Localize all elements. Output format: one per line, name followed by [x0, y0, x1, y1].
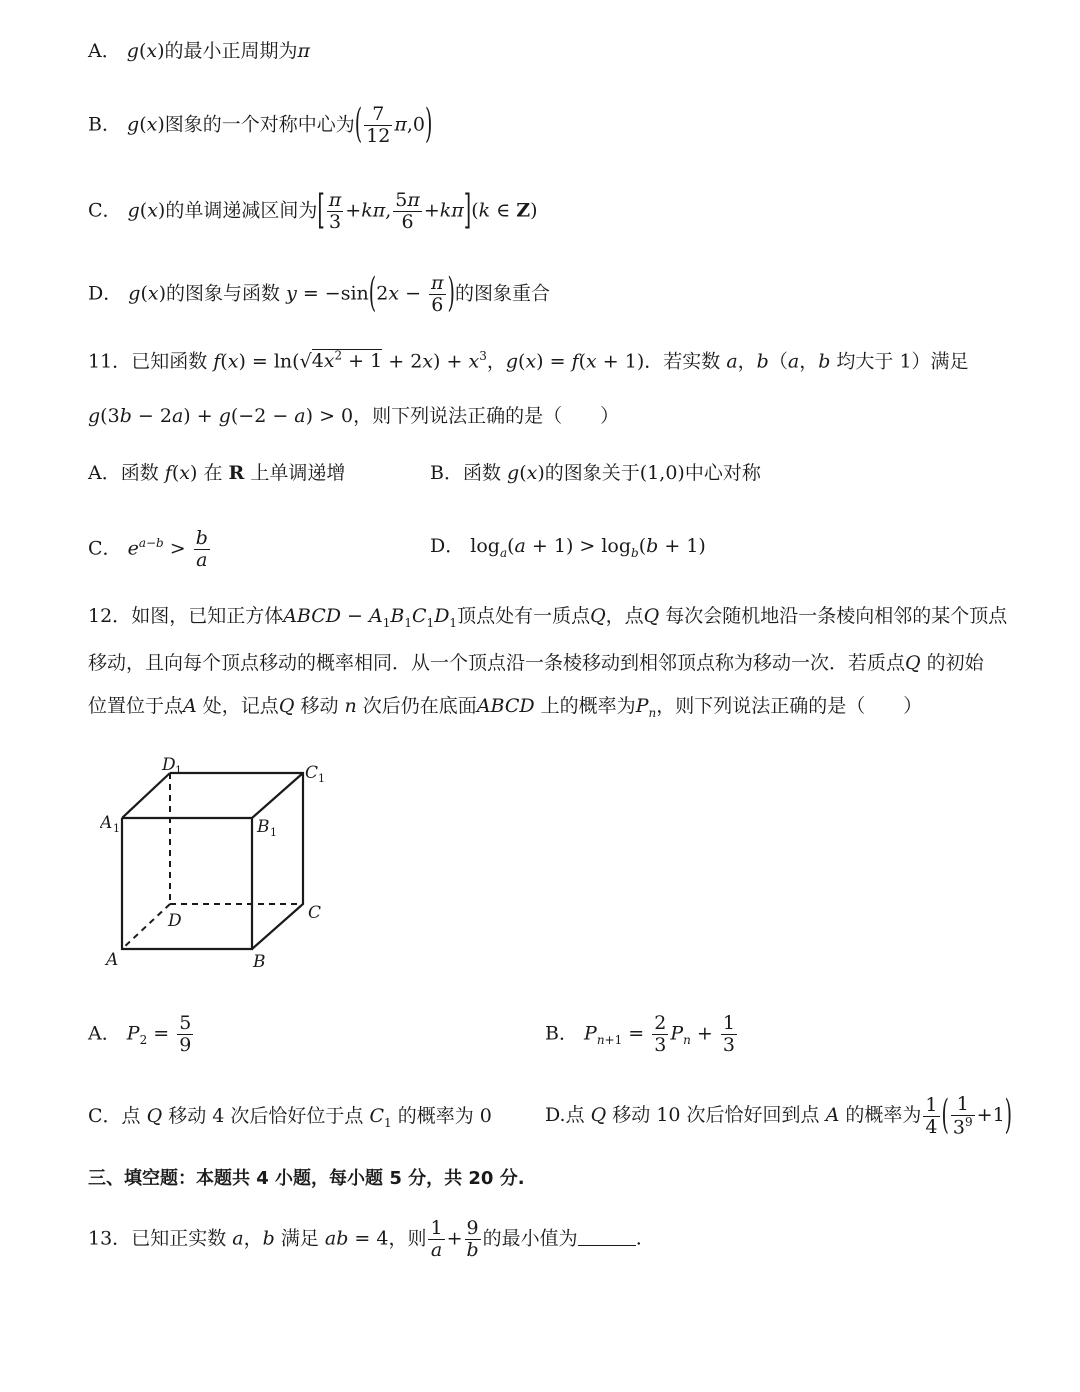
option-label: A．: [88, 40, 121, 62]
stem-text: ，则: [388, 1227, 427, 1250]
option-text: 函数: [120, 462, 159, 484]
stem-text: ，则下列说法正确的是（ ）: [656, 695, 923, 717]
q10-option-a: A． g(x)的最小正周期为π: [88, 40, 311, 62]
q11-option-a: A．函数 f(x) 在 R 上单调递增: [88, 462, 346, 484]
stem-text: 已知函数: [131, 350, 208, 373]
option-label: D.: [545, 1104, 566, 1127]
stem-text: （: [768, 350, 788, 373]
option-text: 的图象与函数: [166, 282, 281, 305]
stem-text: 上的概率为: [540, 695, 636, 717]
option-label: D．: [430, 535, 465, 557]
option-text: 的单调递减区间为: [165, 199, 318, 222]
option-label: C．: [88, 199, 122, 222]
option-text: 中心对称: [684, 462, 761, 484]
q11-option-d: D． $\log_a(a + 1) > \log_b(b + 1)$: [430, 535, 706, 560]
q12-option-d: D.点 Q 移动 10 次后恰好回到点 A 的概率为 $\frac{1}{4}$ ( $\frac{1}{3^9}$ +1): [545, 1091, 1013, 1139]
option-label: A．: [88, 1022, 121, 1045]
svg-text:1: 1: [318, 772, 325, 785]
option-text: 图象的一个对称中心为: [164, 113, 355, 136]
q12-stem-line1: 12．如图，已知正方体ABCD − $A_1B_1C_1D_1$顶点处有一质点Q，点Q 每次会随机地沿一条棱向相邻的某个顶点: [88, 605, 1008, 630]
option-label: C．: [88, 1105, 122, 1127]
q11-option-b: B．函数 g(x)的图象关于(1,0)中心对称: [430, 462, 761, 484]
q10-option-b: B． g(x)图象的一个对称中心为( $\frac{7}{12}$ π,0): [88, 101, 433, 148]
stem-text: 位置位于点: [88, 695, 184, 717]
option-label: D．: [88, 282, 123, 305]
cube-label-b1: B: [257, 817, 270, 837]
option-text: 移动 4 次后恰好位于点: [168, 1105, 364, 1127]
cube-label-a: A: [106, 950, 119, 970]
q11-option-c: C． $e^{a-b}$ > $\frac{b}{a}$: [88, 527, 208, 571]
svg-text:1: 1: [113, 822, 120, 835]
option-label: B．: [88, 113, 121, 136]
stem-text: 次后仍在底面: [362, 695, 477, 717]
stem-text: 均大于 1）满足: [836, 350, 969, 373]
q10-option-c: C． g(x)的单调递减区间为[ $\frac{\pi}{3}$ +kπ, $\frac{5\pi}{6}$ +kπ](k ∈ Z): [88, 187, 538, 234]
stem-text: ，点: [605, 605, 644, 627]
cube-label-b: B: [253, 952, 266, 972]
cube-label-d1: D: [162, 755, 176, 775]
option-text: 的概率为 0: [397, 1105, 492, 1127]
q12-option-a: A． $P_2$ = $\frac{5}{9}$: [88, 1012, 192, 1056]
stem-text: 每次会随机地沿一条棱向相邻的某个顶点: [665, 605, 1008, 627]
stem-text: 的初始: [926, 652, 984, 674]
option-text: 的概率为: [845, 1104, 922, 1127]
stem-text: 满足: [280, 1227, 319, 1250]
q11-stem-line2: g(3b − 2a) + g(−2 − a) > 0，则下列说法正确的是（ ）: [88, 405, 620, 427]
option-text: 的最小正周期为: [164, 40, 298, 62]
question-number: 11．: [88, 350, 132, 373]
question-number: 12．: [88, 605, 132, 627]
q10-option-d: D． g(x)的图象与函数 y = −sin(2x − $\frac{\pi}{6}$ )的图象重合: [88, 270, 550, 317]
svg-text:1: 1: [175, 764, 182, 777]
cube-label-c1: C: [305, 763, 319, 783]
question-number: 13．: [88, 1227, 132, 1250]
option-text: 的图象重合: [454, 282, 550, 305]
q12-option-c: C．点 Q 移动 4 次后恰好位于点 $C_1$ 的概率为 0: [88, 1105, 492, 1130]
option-text: 移动 10 次后恰好回到点: [612, 1104, 820, 1127]
q12-option-b: B． $P_{n+1}$ = $\frac{2}{3}$ $P_n$ + $\frac{1}{3}$: [545, 1012, 735, 1056]
stem-text: 移动，且向每个顶点移动的概率相同．从一个顶点沿一条棱移动到相邻顶点称为移动一次．若质点: [88, 652, 906, 674]
stem-text: 已知正实数: [131, 1227, 227, 1250]
stem-text: .: [635, 1227, 642, 1250]
option-label: A．: [88, 462, 121, 484]
stem-text: 的最小值为: [482, 1227, 578, 1250]
stem-text: ．若实数: [644, 350, 721, 373]
cube-figure: [100, 752, 340, 977]
q13: 13．已知正实数 a，b 满足 ab = 4，则 $\frac{1}{a}$ + $\frac{9}{b}$ 的最小值为 .: [88, 1217, 642, 1261]
option-text: 点: [565, 1104, 585, 1127]
cube-label-a1: A: [100, 813, 113, 833]
option-text: 点: [121, 1105, 141, 1127]
q11-stem-line1: 11．已知函数 $f(x) = \ln(√4x^2 + 1 + 2x) + x^3$，g(x) = f(x + 1)．若实数 a，b（a，b 均大于 1）满足: [88, 349, 969, 373]
option-label: B．: [545, 1022, 578, 1045]
option-text: 的图象关于: [544, 462, 640, 484]
option-label: B．: [430, 462, 463, 484]
q12-stem-line2: 移动，且向每个顶点移动的概率相同．从一个顶点沿一条棱移动到相邻顶点称为移动一次．若质点Q 的初始: [88, 652, 984, 674]
stem-text: 移动: [300, 695, 339, 717]
stem-text: 如图，已知正方体: [131, 605, 284, 627]
option-text: 函数: [462, 462, 501, 484]
stem-text: 顶点处有一质点: [457, 605, 591, 627]
svg-text:1: 1: [270, 826, 277, 839]
answer-blank[interactable]: [578, 1245, 636, 1246]
option-label: C．: [88, 537, 122, 560]
section-heading: 三、填空题：本题共 4 小题，每小题 5 分，共 20 分.: [88, 1168, 525, 1189]
stem-text: 处，记点: [202, 695, 279, 717]
stem-text: ，则下列说法正确的是（ ）: [353, 405, 620, 427]
cube-label-d: D: [168, 911, 182, 931]
cube-label-c: C: [308, 903, 322, 923]
option-text: 上单调递增: [250, 462, 346, 484]
option-text: 在: [203, 462, 223, 484]
q12-stem-line3: 位置位于点A 处，记点Q 移动 n 次后仍在底面ABCD 上的概率为$P_n$，则下列说法正确的是（ ）: [88, 695, 923, 720]
